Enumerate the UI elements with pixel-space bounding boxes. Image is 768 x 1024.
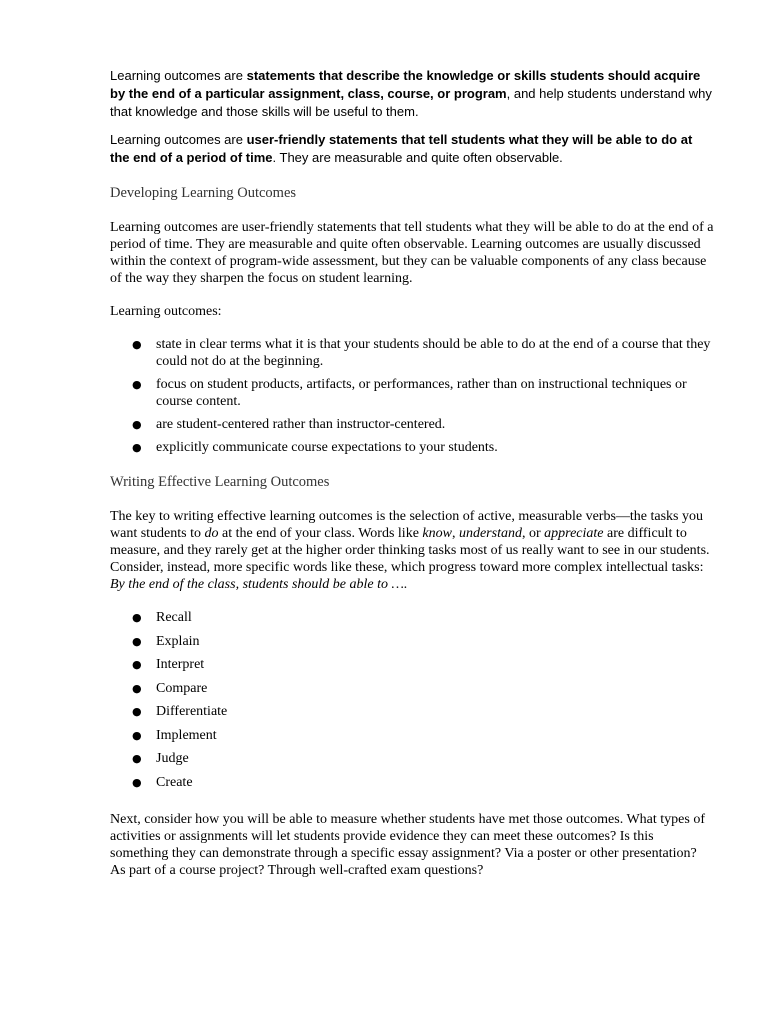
developing-paragraph: Learning outcomes are user-friendly statements that tell students what they will be able to do at the end of a period of time. They are measurable and quite often observable. Learning outcomes are usually discussed within the context of program-wide assessment, but they can be valuable components of any class because of the way they sharpen the focus on student learning. [110,220,714,286]
bullet-icon: ● [132,705,142,718]
bullet-icon: ● [132,611,142,624]
bullet-icon: ● [132,338,142,351]
heading-developing-outcomes: Developing Learning Outcomes [110,185,297,201]
writing-paragraph: The key to writing effective learning outcomes is the selection of active, measurable verbs—the tasks you want students to do at the end of your class. Words like know, understand, or appreciate are difficult to measure, and they rarely get at the higher order thinking tasks most of us really want to see in our students. Consider, instead, more specific words like these, which progress toward more complex intellectual tasks: By the end of the class, students should be able to …. [110,509,710,592]
list-item: ● Compare [132,680,208,696]
intro-2-bold: user-friendly statements that tell students what they will be able to do at the end of a period of time [110,132,693,165]
bullet-icon: ● [132,658,142,671]
list-intro: Learning outcomes: [110,304,222,319]
bullet-icon: ● [132,418,142,431]
bullet-icon: ● [132,752,142,765]
bullet-icon: ● [132,775,142,789]
bullet-icon: ● [132,728,142,742]
intro-paragraph-2: Learning outcomes are user-friendly statements that tell students what they will be able to do at the end of a period of time. They are measurable and quite often observable. [110,132,693,165]
bullet-icon: ● [132,378,142,391]
list-item: ● state in clear terms what it is that your students should be able to do at the end of a course that they could not do at the beginning. [132,337,711,369]
closing-paragraph: Next, consider how you will be able to measure whether students have met those outcomes. What types of activities or assignments will let students provide evidence they can meet these outcomes? Is this something they can demonstrate through a specific essay assignment? Via a poster or other presentation? As part of a course project? Through well-crafted exam questions? [110,811,705,878]
verbs-list [110,609,714,791]
list-item: ● explicitly communicate course expectations to your students. [132,440,498,455]
bullet-icon: ● [132,634,142,648]
intro-paragraph-1: Learning outcomes are statements that describe the knowledge or skills students should acquire by the end of a particular assignment, class, course, or program, and help students understand why that knowledge and those skills will be useful to them. [110,68,712,119]
list-item: ● Implement [132,727,217,743]
document-page [110,67,714,895]
outcomes-list [110,336,714,456]
bullet-icon: ● [132,681,142,695]
list-item: ● Explain [132,633,200,649]
list-item: ● Create [132,774,193,790]
heading-writing-outcomes: Writing Effective Learning Outcomes [110,474,330,490]
intro-1-bold: statements that describe the knowledge or skills students should acquire by the end of a particular assignment, class, course, or program [110,68,701,101]
list-item: ● are student-centered rather than instructor-centered. [132,417,446,432]
list-item: ● Interpret [132,657,205,672]
list-item: ● Judge [132,751,189,766]
list-item: ● Recall [132,610,192,625]
bullet-icon: ● [132,441,142,454]
list-item: ● Differentiate [132,704,228,719]
list-item: ● focus on student products, artifacts, or performances, rather than on instructional techniques or course content. [132,377,687,409]
